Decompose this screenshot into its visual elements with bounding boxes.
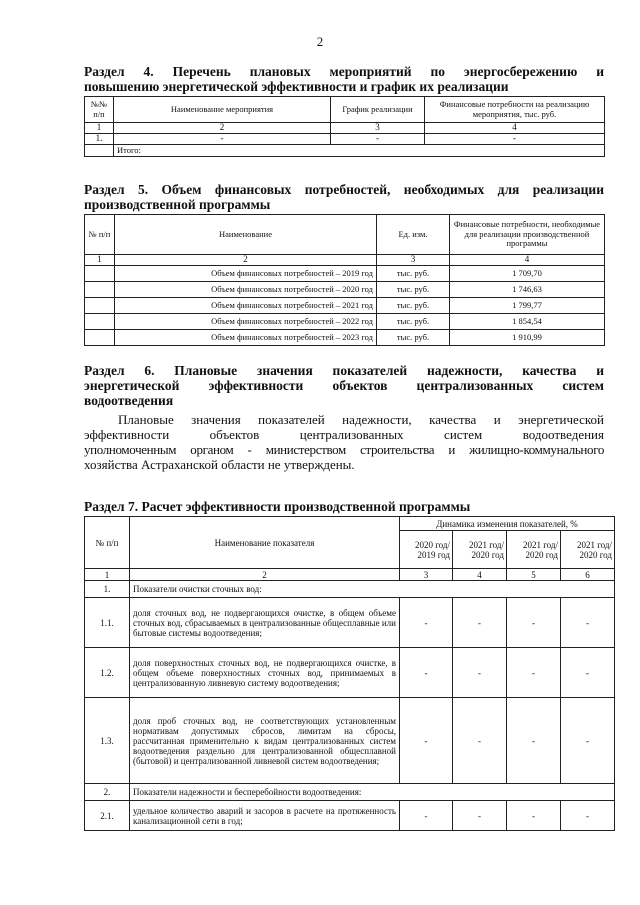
col-header-num: № п/п [85, 517, 130, 569]
col-header-name: Наименование мероприятия [114, 97, 331, 123]
table-header-row [85, 97, 605, 123]
table-row [85, 298, 605, 314]
col-header-schedule: График реализации [331, 97, 425, 123]
section6-heading-line2: энергетической эффективности объектов централизованных систем [84, 378, 604, 393]
table-cell: доля сточных вод, не подвергающихся очистке, в общем объеме сточных вод, сбрасываемых в централизованные общесплавные или бытовые системы водоотведения; [130, 598, 400, 648]
table-cell: - [453, 648, 507, 698]
table-cell: - [331, 134, 425, 145]
table-cell: 3 [331, 123, 425, 134]
col-header-name: Наименование показателя [130, 517, 400, 569]
page-number: 2 [316, 34, 324, 49]
table-cell: 3 [400, 569, 453, 581]
col-header-period: 2021 год/ 2020 год [507, 531, 561, 569]
col-header-dynamics: Динамика изменения показателей, % [400, 517, 615, 531]
table-header-row [85, 517, 615, 531]
section5-heading [84, 182, 604, 212]
table-cell: 1 799,77 [450, 298, 605, 314]
table-cell: 6 [561, 569, 615, 581]
section6-heading-line1: Раздел 6. Плановые значения показателей надежности, качества и [84, 363, 604, 378]
table-number-row [85, 569, 615, 581]
table-cell: 1 [85, 255, 115, 266]
table-cell: 2 [130, 569, 400, 581]
table-cell: тыс. руб. [377, 266, 450, 282]
table-cell: 4 [450, 255, 605, 266]
table-cell: 1 709,70 [450, 266, 605, 282]
table-cell: 1.3. [85, 698, 130, 784]
table-row [85, 330, 605, 346]
table-cell: - [453, 801, 507, 831]
table-cell: 4 [453, 569, 507, 581]
table-row [85, 698, 615, 784]
table-cell: 2 [115, 255, 377, 266]
table-cell: - [453, 698, 507, 784]
col-header-num: №№ п/п [85, 97, 114, 123]
table-cell: - [114, 134, 331, 145]
table-cell: Объем финансовых потребностей – 2020 год [115, 282, 377, 298]
table-cell: 1 [85, 123, 114, 134]
table-cell: тыс. руб. [377, 282, 450, 298]
table-cell: - [507, 801, 561, 831]
table-number-row [85, 255, 605, 266]
table-cell: 2 [114, 123, 331, 134]
table-row [85, 134, 605, 145]
table-cell: - [507, 648, 561, 698]
section4-heading [84, 64, 604, 94]
table-row [85, 801, 615, 831]
section7-table [84, 516, 615, 831]
table-group-row [85, 581, 615, 598]
table-row [85, 282, 605, 298]
table-cell: Объем финансовых потребностей – 2019 год [115, 266, 377, 282]
col-header-finance: Финансовые потребности, необходимые для реализации производственной программы [450, 215, 605, 255]
paragraph-line4: хозяйства Астраханской области не утверждены. [84, 457, 355, 472]
table-cell: - [425, 134, 605, 145]
table-cell: 1. [85, 581, 130, 598]
paragraph-line2: эффективности объектов централизованных систем водоотведения [84, 427, 604, 442]
table-cell: 1.1. [85, 598, 130, 648]
total-label: Итого: [114, 145, 605, 157]
table-cell: Объем финансовых потребностей – 2022 год [115, 314, 377, 330]
table-cell: - [400, 648, 453, 698]
table-cell: Объем финансовых потребностей – 2021 год [115, 298, 377, 314]
table-group-row [85, 784, 615, 801]
table-cell: - [561, 648, 615, 698]
section5-heading-line2: производственной программы [84, 197, 271, 212]
section6-paragraph [84, 412, 604, 472]
section6-heading-line3: водоотведения [84, 393, 174, 408]
table-cell: тыс. руб. [377, 298, 450, 314]
table-cell [85, 145, 114, 157]
table-cell: 5 [507, 569, 561, 581]
table-cell: - [561, 598, 615, 648]
paragraph-line3: уполномоченным органом - министерством строительства и жилищно-коммунального [84, 442, 604, 457]
table-cell: - [453, 598, 507, 648]
table-cell: - [561, 698, 615, 784]
table-total-row [85, 145, 605, 157]
section4-table [84, 96, 605, 157]
table-row [85, 598, 615, 648]
table-cell: Объем финансовых потребностей – 2023 год [115, 330, 377, 346]
table-cell [85, 298, 115, 314]
table-cell: - [400, 698, 453, 784]
table-cell: 2. [85, 784, 130, 801]
table-cell: - [400, 801, 453, 831]
table-cell: 1 910,99 [450, 330, 605, 346]
paragraph-line1: Плановые значения показателей надежности, качества и энергетической [118, 412, 604, 427]
table-cell [85, 266, 115, 282]
col-header-unit: Ед. изм. [377, 215, 450, 255]
table-cell: 1 [85, 569, 130, 581]
table-row [85, 266, 605, 282]
table-cell: 2.1. [85, 801, 130, 831]
col-header-name: Наименование [115, 215, 377, 255]
table-cell: - [561, 801, 615, 831]
table-cell: - [507, 598, 561, 648]
table-cell: Показатели надежности и бесперебойности водоотведения: [130, 784, 615, 801]
table-cell [85, 314, 115, 330]
table-row [85, 314, 605, 330]
table-cell: удельное количество аварий и засоров в расчете на протяженность канализационной сети в год; [130, 801, 400, 831]
table-header-row [85, 215, 605, 255]
table-cell: - [507, 698, 561, 784]
section4-heading-line1: Раздел 4. Перечень плановых мероприятий по энергосбережению и [84, 64, 604, 79]
table-cell: тыс. руб. [377, 314, 450, 330]
table-cell: 1.2. [85, 648, 130, 698]
table-cell: Показатели очистки сточных вод: [130, 581, 615, 598]
section6-heading [84, 363, 604, 408]
section4-heading-line2: повышению энергетической эффективности и график их реализации [84, 79, 509, 94]
section5-table [84, 214, 605, 346]
table-row [85, 648, 615, 698]
section7-heading-text: Раздел 7. Расчет эффективности производственной программы [84, 499, 471, 514]
table-cell [85, 330, 115, 346]
table-cell: доля проб сточных вод, не соответствующих установленным нормативам допустимых сбросов, лимитам на сбросы, рассчитанная применительно к видам централизованных систем водоотведения раздельно для централизованной общесплавной (бытовой) и централизованной ливневой систем водоотведения; [130, 698, 400, 784]
table-number-row [85, 123, 605, 134]
table-cell: 3 [377, 255, 450, 266]
table-cell: - [400, 598, 453, 648]
col-header-finance: Финансовые потребности на реализацию мероприятия, тыс. руб. [425, 97, 605, 123]
table-cell: 1. [85, 134, 114, 145]
col-header-period: 2020 год/ 2019 год [400, 531, 453, 569]
col-header-num: № п/п [85, 215, 115, 255]
table-cell: 1 746,63 [450, 282, 605, 298]
table-cell: тыс. руб. [377, 330, 450, 346]
table-cell [85, 282, 115, 298]
table-cell: 1 854,54 [450, 314, 605, 330]
section7-heading [84, 499, 604, 514]
table-cell: доля поверхностных сточных вод, не подвергающихся очистке, в общем объеме поверхностных сточных вод, принимаемых в централизованную ливневую систему водоотведения; [130, 648, 400, 698]
table-cell: 4 [425, 123, 605, 134]
section5-heading-line1: Раздел 5. Объем финансовых потребностей, необходимых для реализации [84, 182, 604, 197]
col-header-period: 2021 год/ 2020 год [453, 531, 507, 569]
col-header-period: 2021 год/ 2020 год [561, 531, 615, 569]
